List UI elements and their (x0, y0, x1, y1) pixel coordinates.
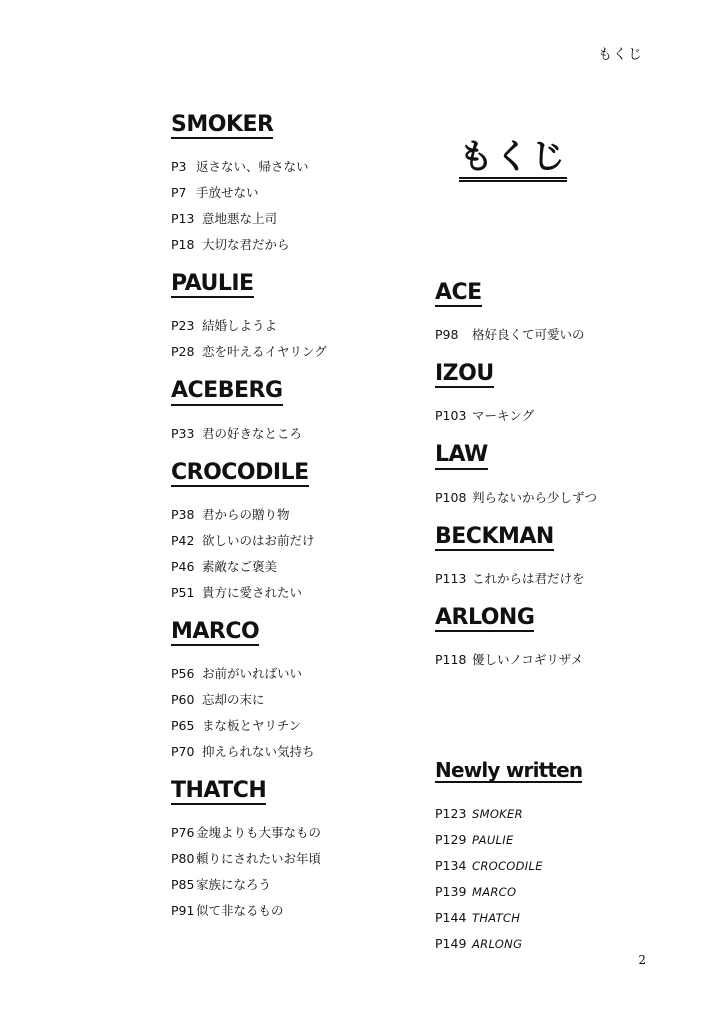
section-heading: MARCO (171, 620, 259, 646)
entry-list (171, 661, 421, 765)
entry-page: P85 (171, 877, 195, 893)
toc-entry[interactable] (171, 580, 421, 606)
entry-title: 貴方に愛されたい (202, 584, 303, 600)
toc-entry[interactable] (171, 339, 421, 365)
toc-section-ace (435, 281, 695, 348)
entry-title: 返さない、帰さない (196, 159, 309, 175)
entry-title: 似て非なるもの (196, 903, 284, 919)
toc-entry[interactable] (171, 872, 421, 898)
toc-section-newly-written (435, 759, 695, 957)
entry-page: P118 (435, 651, 467, 667)
entry-page: P134 (435, 857, 467, 873)
toc-entry[interactable] (435, 403, 695, 429)
toc-entry[interactable] (171, 528, 421, 554)
entry-title: マーキング (472, 408, 535, 424)
entry-page: P18 (171, 237, 195, 253)
entry-list (435, 322, 695, 348)
entry-page: P7 (171, 185, 187, 201)
toc-section-smoker (171, 113, 421, 258)
entry-title: ARLONG (472, 936, 523, 951)
entry-list (171, 313, 421, 365)
entry-page: P80 (171, 851, 195, 867)
entry-page: P56 (171, 665, 195, 681)
toc-entry[interactable] (171, 739, 421, 765)
entry-title: 抑えられない気持ち (202, 743, 315, 759)
toc-entry[interactable] (171, 898, 421, 924)
entry-title: 恋を叶えるイヤリング (202, 344, 327, 360)
entry-page: P149 (435, 935, 467, 951)
toc-section-paulie (171, 272, 421, 365)
entry-title: これからは君だけを (472, 570, 585, 586)
entry-title: お前がいればいい (202, 665, 303, 681)
entry-title: 大切な君だから (202, 237, 290, 253)
entry-title: 欲しいのはお前だけ (202, 532, 315, 548)
entry-page: P123 (435, 805, 467, 821)
entry-page: P144 (435, 909, 467, 925)
section-heading: THATCH (171, 779, 266, 805)
entry-list (435, 647, 695, 673)
entry-list (171, 502, 421, 606)
entry-title: 忘却の末に (202, 691, 265, 707)
page-number: 2 (638, 953, 646, 967)
toc-entry[interactable] (171, 313, 421, 339)
entry-title: 手放せない (196, 185, 259, 201)
toc-entry[interactable] (435, 853, 695, 879)
entry-page: P23 (171, 318, 195, 334)
entry-page: P13 (171, 211, 195, 227)
entry-list (435, 403, 695, 429)
entry-page: P91 (171, 903, 195, 919)
entry-title: 素敵なご褒美 (202, 558, 278, 574)
entry-page: P42 (171, 532, 195, 548)
toc-entry[interactable] (435, 827, 695, 853)
entry-list (171, 154, 421, 258)
entry-list (435, 801, 695, 957)
entry-title: 優しいノコギリザメ (472, 651, 584, 667)
toc-entry[interactable] (171, 820, 421, 846)
entry-page: P33 (171, 425, 195, 441)
entry-page: P3 (171, 159, 187, 175)
entry-page: P28 (171, 344, 195, 360)
running-header: もくじ (598, 47, 643, 63)
section-heading: IZOU (435, 362, 494, 388)
entry-page: P60 (171, 691, 195, 707)
entry-title: 結婚しようよ (202, 318, 278, 334)
entry-page: P70 (171, 743, 195, 759)
toc-section-thatch (171, 779, 421, 924)
toc-entry[interactable] (171, 713, 421, 739)
toc-section-izou (435, 362, 695, 429)
toc-entry[interactable] (435, 905, 695, 931)
page-title: もくじ (459, 140, 567, 182)
entry-page: P51 (171, 584, 195, 600)
toc-entry[interactable] (435, 566, 695, 592)
entry-title: 君の好きなところ (202, 425, 303, 441)
toc-right-column (435, 281, 695, 971)
entry-page: P103 (435, 408, 467, 424)
entry-list (171, 820, 421, 924)
toc-entry[interactable] (435, 879, 695, 905)
entry-title: PAULIE (472, 832, 514, 847)
toc-entry[interactable] (435, 485, 695, 511)
toc-section-marco (171, 620, 421, 765)
entry-title: SMOKER (472, 806, 523, 821)
toc-left-column (171, 113, 421, 938)
toc-section-law (435, 443, 695, 510)
entry-title: 金塊よりも大事なもの (196, 825, 322, 841)
entry-list (435, 485, 695, 511)
entry-list (435, 566, 695, 592)
entry-page: P108 (435, 489, 467, 505)
toc-entry[interactable] (435, 322, 695, 348)
entry-title: THATCH (472, 910, 521, 925)
entry-page: P98 (435, 327, 459, 343)
entry-title: 家族になろう (196, 877, 272, 893)
entry-page: P65 (171, 717, 195, 733)
toc-section-arlong (435, 606, 695, 673)
toc-entry[interactable] (435, 647, 695, 673)
entry-page: P46 (171, 558, 195, 574)
entry-page: P139 (435, 883, 467, 899)
entry-title: MARCO (472, 884, 517, 899)
section-heading: ARLONG (435, 606, 534, 632)
toc-entry[interactable] (435, 801, 695, 827)
entry-page: P38 (171, 506, 195, 522)
toc-entry[interactable] (171, 661, 421, 687)
section-heading: ACEBERG (171, 379, 283, 405)
entry-title: 君からの贈り物 (202, 506, 290, 522)
entry-title: 判らないから少しずつ (472, 489, 598, 505)
entry-title: CROCODILE (472, 858, 543, 873)
section-heading: CROCODILE (171, 461, 309, 487)
section-heading: Newly written (435, 757, 583, 782)
toc-entry[interactable] (171, 846, 421, 872)
entry-page: P113 (435, 570, 467, 586)
toc-section-beckman (435, 525, 695, 592)
section-heading: BECKMAN (435, 525, 554, 551)
toc-entry[interactable] (171, 154, 421, 180)
toc-entry[interactable] (171, 232, 421, 258)
toc-section-crocodile (171, 461, 421, 606)
entry-title: 頼りにされたいお年頃 (196, 851, 322, 867)
toc-entry[interactable] (171, 421, 421, 447)
toc-entry[interactable] (171, 206, 421, 232)
toc-entry[interactable] (435, 931, 695, 957)
toc-section-aceberg (171, 379, 421, 446)
toc-entry[interactable] (171, 502, 421, 528)
section-heading: PAULIE (171, 272, 254, 298)
section-heading: ACE (435, 281, 482, 307)
entry-title: 意地悪な上司 (202, 211, 278, 227)
toc-entry[interactable] (171, 180, 421, 206)
entry-title: まな板とヤリチン (202, 717, 302, 733)
entry-page: P129 (435, 831, 467, 847)
entry-list (171, 421, 421, 447)
entry-page: P76 (171, 825, 195, 841)
toc-entry[interactable] (171, 554, 421, 580)
section-heading: SMOKER (171, 113, 273, 139)
section-heading: LAW (435, 443, 488, 469)
toc-entry[interactable] (171, 687, 421, 713)
entry-title: 格好良くて可愛いの (472, 327, 585, 343)
